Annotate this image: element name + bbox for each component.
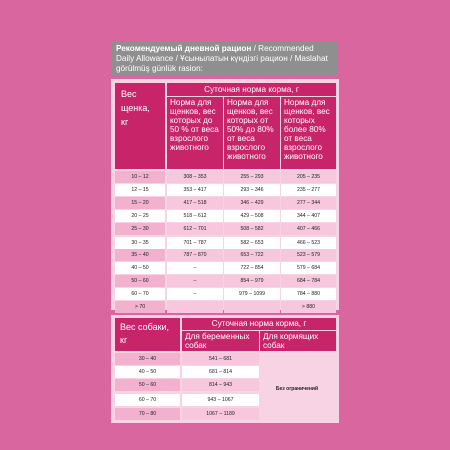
puppy-norm-cell: 518 – 612	[167, 210, 223, 222]
adult-weight-cell: 70 – 80	[115, 408, 180, 420]
puppy-norm-cell: 612 – 701	[167, 223, 223, 235]
puppy-norm-cell: 582 – 653	[224, 237, 280, 249]
adult-pregnant-cell: 541 – 681	[182, 353, 259, 365]
puppy-norm-cell: 346 – 429	[224, 197, 280, 209]
puppy-norm-cell: 784 – 880	[281, 288, 336, 300]
puppy-norm-cell: 508 – 582	[224, 223, 280, 235]
puppy-norm-header: Суточная норма корма, г	[167, 83, 336, 96]
puppy-col-header-1: Норма для щенков, вес которых до 50 % от веса взрослого животного	[167, 97, 223, 169]
puppy-weight-header	[115, 83, 165, 169]
puppy-norm-cell: 579 – 684	[281, 262, 336, 274]
puppy-weight-cell: 15 – 20	[115, 197, 165, 209]
puppy-norm-cell: 344 – 407	[281, 210, 336, 222]
adult-weight-cell: 60 – 70	[115, 394, 180, 406]
puppy-norm-cell: 854 – 979	[224, 275, 280, 287]
puppy-norm-cell: 979 – 1099	[224, 288, 280, 300]
puppy-norm-cell: 308 – 353	[167, 171, 223, 183]
puppy-weight-cell: 20 – 25	[115, 210, 165, 222]
puppy-norm-cell: 722 – 854	[224, 262, 280, 274]
adult-weight-cell: 30 – 40	[115, 353, 180, 365]
puppy-norm-cell: 293 – 346	[224, 184, 280, 196]
ration-title-banner	[111, 41, 337, 75]
puppy-norm-cell: 277 – 344	[281, 197, 336, 209]
puppy-norm-cell: 353 – 417	[167, 184, 223, 196]
adult-pregnant-cell: 943 – 1067	[182, 394, 259, 406]
adult-weight-header-text: Вес собаки, кг	[120, 322, 170, 345]
puppy-weight-cell: 30 – 35	[115, 237, 165, 249]
puppy-weight-cell: 12 – 15	[115, 184, 165, 196]
puppy-norm-cell: > 880	[281, 301, 336, 313]
adult-weight-cell: 50 – 60	[115, 379, 180, 391]
puppy-norm-cell: 653 – 722	[224, 249, 280, 261]
adult-weight-cell: 40 – 50	[115, 366, 180, 378]
puppy-weight-cell: 50 – 60	[115, 275, 165, 287]
ration-title-rest: / Recommended Daily Allowance / Ұсынылатын күндізгі рацион / Maslahat görülmüş günlük rasion:	[116, 44, 328, 73]
adult-pregnant-cell: 814 – 943	[182, 379, 259, 391]
lactating-no-limit: Без ограничений	[275, 386, 319, 392]
puppy-weight-cell: 10 – 12	[115, 171, 165, 183]
puppy-col-header-3: Норма для щенков, вес которых более 80% от веса взрослого животного	[281, 97, 336, 169]
adult-weight-header	[115, 318, 180, 351]
puppy-norm-cell	[224, 301, 280, 313]
puppy-norm-cell: 466 – 523	[281, 237, 336, 249]
adult-col-header-lactating: Для кормящих собак	[260, 331, 336, 351]
puppy-norm-cell	[167, 301, 223, 313]
puppy-weight-header-text: Вес щенка, кг	[121, 89, 150, 127]
puppy-norm-cell: 417 – 518	[167, 197, 223, 209]
puppy-col-header-2: Норма для щенков, вес которых от 50% до 80% от веса взрослого животного	[224, 97, 280, 169]
adult-pregnant-cell: 1067 – 1189	[182, 408, 259, 420]
puppy-norm-cell: 429 – 508	[224, 210, 280, 222]
puppy-norm-cell: –	[167, 275, 223, 287]
adult-norm-header: Суточная норма корма, г	[182, 318, 336, 330]
puppy-norm-cell: 684 – 784	[281, 275, 336, 287]
puppy-weight-cell: 25 – 30	[115, 223, 165, 235]
puppy-norm-cell: 701 – 787	[167, 237, 223, 249]
puppy-weight-cell: 60 – 70	[115, 288, 165, 300]
puppy-norm-cell: 205 – 235	[281, 171, 336, 183]
ration-title-bold: Рекомендуемый дневной рацион	[116, 44, 252, 53]
puppy-weight-cell: 40 – 50	[115, 262, 165, 274]
puppy-norm-cell: 523 – 579	[281, 249, 336, 261]
puppy-weight-cell: > 70	[115, 301, 165, 313]
puppy-norm-cell: –	[167, 288, 223, 300]
adult-pregnant-cell: 681 – 814	[182, 366, 259, 378]
adult-col-header-pregnant: Для беременных собак	[182, 331, 259, 351]
puppy-weight-cell: 35 – 40	[115, 249, 165, 261]
puppy-norm-cell: 235 – 277	[281, 184, 336, 196]
puppy-norm-cell: –	[167, 262, 223, 274]
puppy-norm-cell: 787 – 870	[167, 249, 223, 261]
puppy-norm-cell: 407 – 466	[281, 223, 336, 235]
puppy-norm-cell: 255 – 293	[224, 171, 280, 183]
